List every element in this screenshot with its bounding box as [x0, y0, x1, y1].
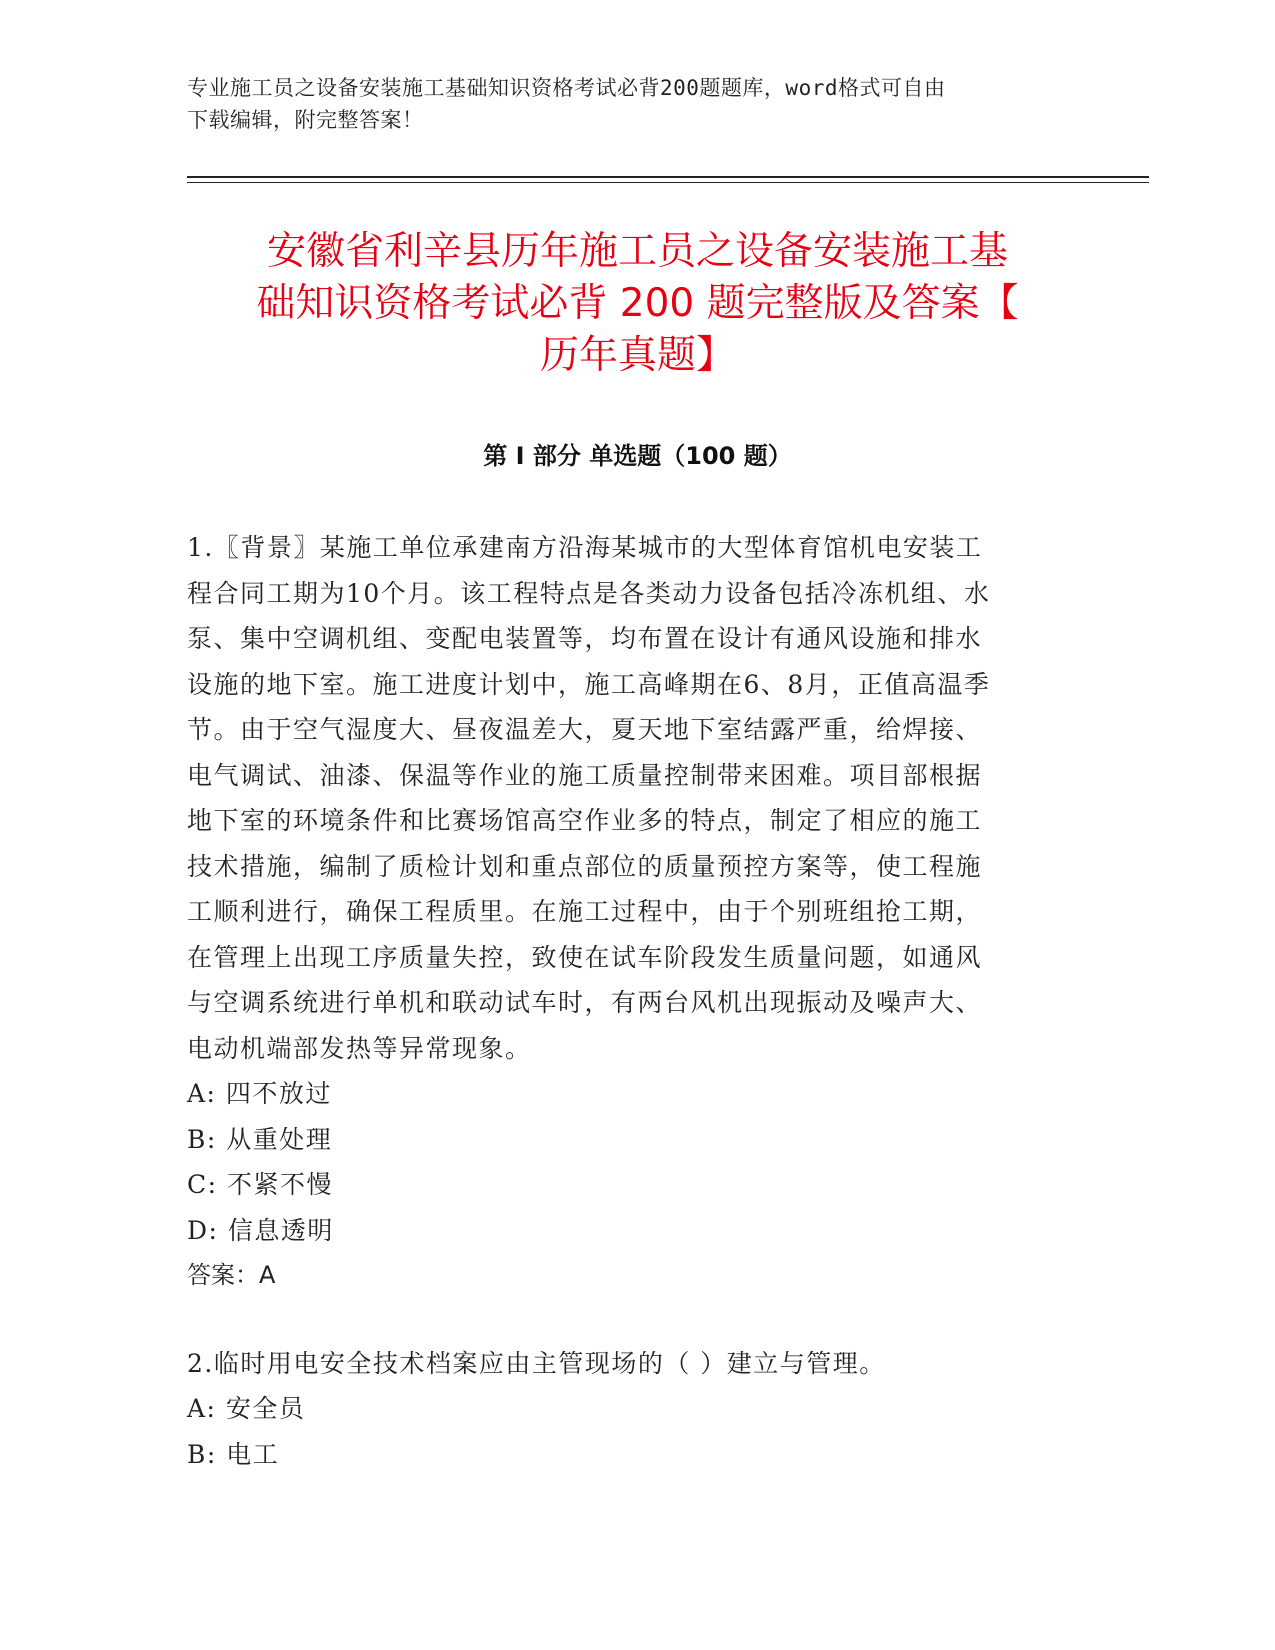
question-2-option-b: B: 电工	[187, 1439, 280, 1469]
document-title-line-1: 安徽省利辛县历年施工员之设备安装施工基	[266, 229, 1008, 274]
question-2-stem	[187, 1341, 1067, 1387]
question-1-option-d: D: 信息透明	[187, 1215, 334, 1245]
question-stem-line: 1.〖背景〗某施工单位承建南方沿海某城市的大型体育馆机电安装工	[187, 533, 983, 562]
document-title	[190, 226, 1085, 382]
question-stem-line: 设施的地下室。施工进度计划中，施工高峰期在6、8月，正值高温季	[187, 669, 991, 699]
question-1	[187, 525, 1067, 1299]
question-stem-line: 电气调试、油漆、保温等作业的施工质量控制带来困难。项目部根据	[187, 760, 983, 790]
header-note-line-2: 下载编辑，附完整答案！	[187, 108, 424, 132]
question-1-answer: 答案：A	[187, 1261, 276, 1289]
question-spacer	[187, 1299, 1067, 1341]
question-stem-line: 与空调系统进行单机和联动试车时，有两台风机出现振动及噪声大、	[187, 988, 983, 1017]
header-divider-thick	[187, 176, 1149, 178]
question-2	[187, 1341, 1067, 1478]
question-stem-line: 程合同工期为10个月。该工程特点是各类动力设备包括冷冻机组、水	[187, 578, 991, 608]
question-2-option-a: A: 安全员	[187, 1394, 306, 1423]
document-title-line-2: 础知识资格考试必背 200 题完整版及答案【	[256, 281, 1019, 326]
question-stem-line: 节。由于空气湿度大、昼夜温差大，夏天地下室结露严重，给焊接、	[187, 715, 983, 744]
question-stem-line: 技术措施，编制了质检计划和重点部位的质量预控方案等，使工程施	[187, 851, 983, 881]
question-list	[187, 525, 1067, 1477]
document-title-line-3: 历年真题】	[539, 333, 735, 378]
question-stem-line: 电动机端部发热等异常现象。	[187, 1033, 532, 1063]
question-stem-line: 工顺利进行，确保工程质里。在施工过程中，由于个别班组抢工期，	[187, 897, 983, 926]
header-note	[187, 72, 1067, 136]
question-stem-line: 泵、集中空调机组、变配电装置等，均布置在设计有通风设施和排水	[187, 624, 983, 653]
question-1-option-a: A: 四不放过	[187, 1079, 332, 1108]
question-stem-line: 2.临时用电安全技术档案应由主管现场的（ ）建立与管理。	[187, 1348, 886, 1378]
header-note-line-1: 专业施工员之设备安装施工基础知识资格考试必背200题题库，word格式可自由	[187, 76, 946, 100]
question-1-option-c: C: 不紧不慢	[187, 1170, 333, 1199]
header-divider-thin	[187, 182, 1149, 183]
question-1-stem	[187, 525, 1067, 1071]
question-stem-line: 地下室的环境条件和比赛场馆高空作业多的特点，制定了相应的施工	[187, 806, 983, 835]
question-stem-line: 在管理上出现工序质量失控，致使在试车阶段发生质量问题，如通风	[187, 942, 983, 972]
question-1-option-b: B: 从重处理	[187, 1124, 333, 1154]
section-heading: 第 I 部分 单选题（100 题）	[483, 442, 792, 470]
